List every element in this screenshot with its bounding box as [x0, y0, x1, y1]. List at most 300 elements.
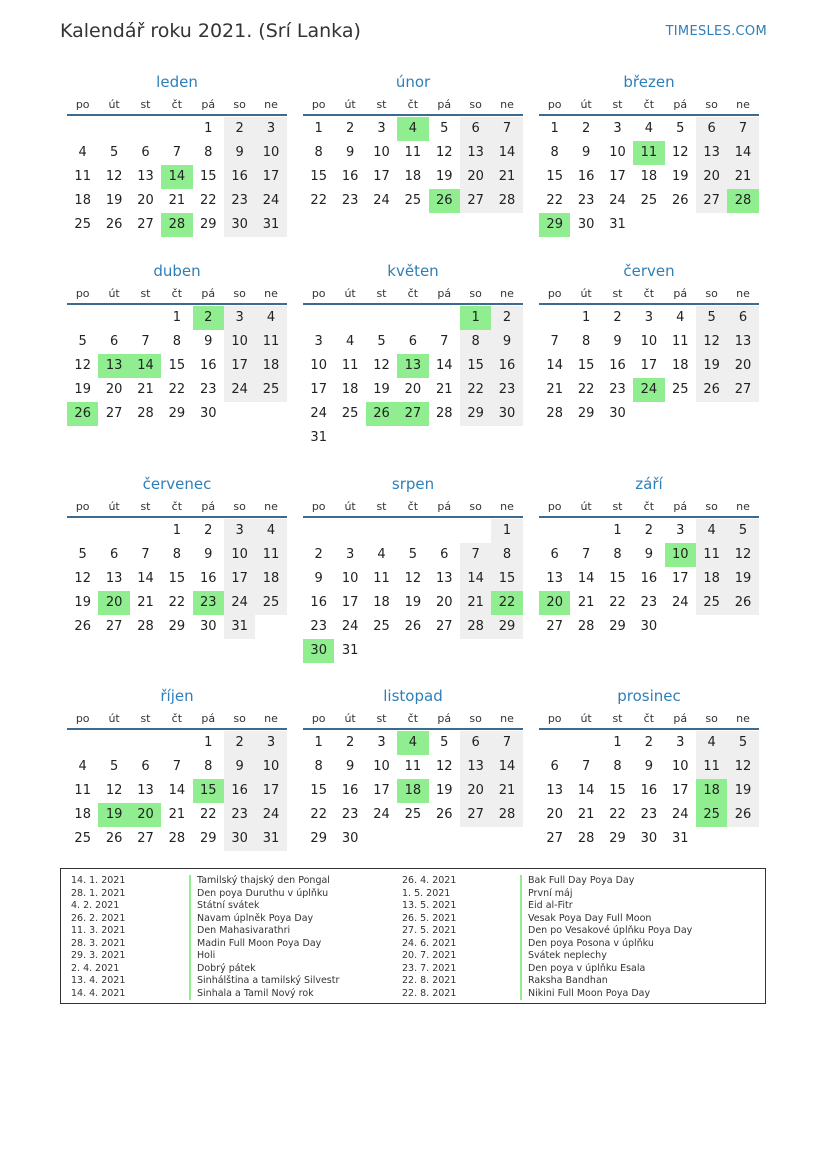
weekday-label: čt — [407, 500, 419, 513]
day-cell: 26 — [105, 831, 123, 846]
weekday-label: pá — [437, 287, 452, 300]
day-cell: 21 — [491, 779, 522, 803]
day-cell: 20 — [546, 807, 563, 822]
holiday-name: Holi — [189, 950, 215, 963]
day-cell: 16 — [577, 169, 595, 184]
brand-link[interactable]: TIMESLES.COM — [665, 24, 767, 39]
weekday-header — [67, 285, 287, 305]
weekday-header — [539, 285, 759, 305]
empty-cell — [161, 731, 192, 755]
day-cell: 13 — [460, 141, 491, 165]
day-cell: 20 — [404, 382, 422, 397]
day-cell: 11 — [74, 783, 91, 798]
day-grid — [303, 306, 523, 450]
day-cell: 22 — [609, 807, 626, 822]
day-cell: 18 — [404, 169, 422, 184]
day-cell: 19 — [404, 595, 422, 610]
holiday-day-cell: 13 — [98, 354, 129, 378]
day-cell: 3 — [377, 735, 386, 750]
weekday-label: po — [75, 712, 90, 725]
holiday-day-cell: 4 — [397, 731, 428, 755]
day-cell: 2 — [613, 310, 622, 325]
day-cell: 2 — [644, 735, 653, 750]
day-cell: 8 — [172, 547, 181, 562]
day-cell: 14 — [727, 141, 758, 165]
day-cell: 30 — [491, 402, 522, 426]
day-cell: 7 — [491, 117, 522, 141]
day-cell: 23 — [491, 378, 522, 402]
day-cell: 23 — [224, 803, 255, 827]
holiday-date: 22. 8. 2021 — [402, 975, 457, 986]
day-cell: 14 — [577, 571, 595, 586]
day-cell: 29 — [168, 406, 186, 421]
empty-cell — [67, 731, 98, 755]
day-cell: 9 — [345, 759, 355, 774]
weekday-label: so — [469, 712, 482, 725]
weekday-header — [539, 498, 759, 518]
empty-cell — [130, 519, 161, 543]
holiday-day-cell: 25 — [696, 803, 727, 827]
day-cell: 17 — [224, 354, 255, 378]
day-cell: 26 — [435, 807, 453, 822]
day-cell: 22 — [546, 193, 563, 208]
day-cell: 6 — [440, 547, 449, 562]
weekday-label: po — [547, 500, 562, 513]
day-cell: 3 — [314, 334, 323, 349]
day-cell: 24 — [373, 193, 390, 208]
day-cell: 9 — [345, 145, 355, 160]
day-cell: 19 — [727, 779, 758, 803]
day-cell: 1 — [613, 523, 622, 538]
day-grid — [539, 306, 759, 426]
weekday-label: pá — [673, 712, 688, 725]
month-name: květen — [387, 262, 439, 280]
day-cell: 24 — [609, 193, 626, 208]
day-cell: 14 — [137, 571, 154, 586]
holiday-date: 1. 5. 2021 — [402, 887, 451, 899]
day-cell: 10 — [373, 145, 390, 160]
day-cell: 24 — [224, 591, 255, 615]
day-cell: 11 — [671, 334, 689, 349]
holiday-day-cell: 23 — [193, 591, 224, 615]
day-cell: 2 — [204, 523, 213, 538]
holiday-date: 20. 7. 2021 — [402, 950, 457, 961]
day-cell: 19 — [105, 193, 123, 208]
holiday-day-cell: 10 — [665, 543, 696, 567]
weekday-label: út — [344, 287, 356, 300]
weekday-label: čt — [171, 712, 183, 725]
day-cell: 13 — [137, 783, 154, 798]
day-cell: 7 — [460, 543, 491, 567]
day-cell: 29 — [577, 406, 595, 421]
day-cell: 11 — [696, 543, 727, 567]
weekday-label: st — [376, 500, 387, 513]
day-cell: 22 — [609, 595, 626, 610]
day-cell: 10 — [255, 141, 286, 165]
day-cell: 19 — [435, 783, 453, 798]
day-cell: 13 — [546, 783, 563, 798]
weekday-label: út — [344, 712, 356, 725]
holiday-name: Den po Vesakové úplňku Poya Day — [520, 925, 692, 938]
day-grid — [303, 731, 523, 851]
day-cell: 17 — [255, 779, 286, 803]
holiday-day-cell: 20 — [98, 591, 129, 615]
day-cell: 18 — [255, 567, 286, 591]
day-cell: 21 — [435, 382, 453, 397]
year-calendar — [67, 0, 767, 860]
day-cell: 2 — [491, 306, 522, 330]
day-cell: 14 — [546, 358, 563, 373]
day-cell: 2 — [224, 731, 255, 755]
day-cell: 21 — [168, 193, 186, 208]
day-cell: 13 — [727, 330, 758, 354]
weekday-header — [67, 498, 287, 518]
day-cell: 5 — [78, 547, 87, 562]
day-cell: 4 — [78, 145, 87, 160]
day-cell: 25 — [255, 591, 286, 615]
day-cell: 7 — [581, 759, 591, 774]
weekday-label: čt — [643, 98, 655, 111]
holiday-date: 26. 4. 2021 — [402, 875, 457, 886]
holiday-date: 24. 6. 2021 — [402, 937, 457, 949]
day-cell: 6 — [141, 759, 150, 774]
weekday-label: čt — [643, 287, 655, 300]
day-cell: 15 — [310, 783, 327, 798]
day-cell: 14 — [435, 358, 453, 373]
day-cell: 24 — [671, 807, 689, 822]
day-cell: 23 — [609, 382, 626, 397]
weekday-header — [303, 96, 523, 116]
weekday-label: ne — [264, 712, 278, 725]
month-name: březen — [623, 73, 675, 91]
day-cell: 28 — [435, 406, 453, 421]
holiday-date: 28. 3. 2021 — [71, 937, 126, 949]
day-grid — [67, 519, 287, 639]
day-cell: 23 — [640, 807, 658, 822]
day-cell: 27 — [727, 378, 758, 402]
day-cell: 17 — [671, 571, 689, 586]
day-cell: 6 — [109, 334, 119, 349]
empty-cell — [98, 731, 129, 755]
day-cell: 25 — [696, 591, 727, 615]
day-cell: 9 — [204, 334, 213, 349]
month-name: červen — [623, 262, 675, 280]
empty-cell — [67, 519, 98, 543]
day-cell: 28 — [168, 831, 186, 846]
day-cell: 19 — [74, 595, 91, 610]
empty-cell — [460, 519, 491, 543]
day-cell: 2 — [581, 121, 591, 136]
day-cell: 2 — [345, 121, 355, 136]
day-cell: 1 — [613, 735, 622, 750]
month-name: červenec — [142, 475, 212, 493]
weekday-label: ne — [264, 500, 278, 513]
weekday-label: čt — [171, 98, 183, 111]
weekday-label: st — [612, 287, 623, 300]
holiday-date: 13. 5. 2021 — [402, 900, 457, 911]
day-cell: 6 — [550, 547, 559, 562]
holiday-day-cell: 19 — [98, 803, 129, 827]
day-cell: 4 — [345, 334, 355, 349]
day-cell: 5 — [727, 519, 758, 543]
day-cell: 23 — [310, 619, 327, 634]
day-cell: 26 — [696, 378, 727, 402]
weekday-label: pá — [673, 287, 688, 300]
holiday-name: Den poya v úplňku Esala — [520, 963, 645, 976]
day-cell: 18 — [373, 595, 390, 610]
day-cell: 30 — [224, 827, 255, 851]
month-září — [539, 474, 759, 639]
day-cell: 17 — [224, 567, 255, 591]
day-cell: 20 — [460, 779, 491, 803]
day-cell: 26 — [727, 591, 758, 615]
empty-cell — [67, 117, 98, 141]
holiday-date: 14. 4. 2021 — [71, 987, 126, 999]
day-cell: 16 — [640, 571, 658, 586]
day-cell: 28 — [577, 619, 595, 634]
weekday-label: čt — [171, 287, 183, 300]
day-cell: 26 — [74, 619, 91, 634]
day-cell: 3 — [676, 523, 685, 538]
day-cell: 30 — [609, 406, 626, 421]
day-cell: 20 — [435, 595, 453, 610]
day-cell: 11 — [696, 755, 727, 779]
day-cell: 8 — [613, 547, 622, 562]
day-cell: 11 — [341, 358, 359, 373]
weekday-label: st — [612, 98, 623, 111]
weekday-label: po — [547, 712, 562, 725]
weekday-label: pá — [201, 287, 216, 300]
day-cell: 18 — [255, 354, 286, 378]
day-cell: 28 — [137, 619, 154, 634]
day-cell: 3 — [676, 735, 685, 750]
month-name: září — [635, 475, 663, 493]
day-cell: 23 — [341, 193, 359, 208]
day-cell: 9 — [644, 759, 653, 774]
weekday-label: ne — [736, 287, 750, 300]
weekday-label: út — [580, 712, 592, 725]
day-cell: 17 — [341, 595, 359, 610]
day-cell: 23 — [577, 193, 595, 208]
weekday-label: ne — [264, 287, 278, 300]
day-cell: 4 — [696, 731, 727, 755]
month-červen — [539, 261, 759, 426]
holiday-name: Státní svátek — [189, 900, 259, 913]
day-cell: 8 — [204, 145, 213, 160]
holiday-day-cell: 15 — [193, 779, 224, 803]
weekday-label: út — [580, 500, 592, 513]
weekday-header — [303, 285, 523, 305]
holiday-name: První máj — [520, 888, 573, 901]
day-cell: 30 — [640, 619, 658, 634]
day-cell: 14 — [168, 783, 186, 798]
empty-cell — [334, 519, 365, 543]
day-cell: 7 — [141, 334, 150, 349]
weekday-label: pá — [437, 98, 452, 111]
month-srpen — [303, 474, 523, 663]
month-name: únor — [395, 73, 431, 91]
holiday-name: Madin Full Moon Poya Day — [189, 938, 321, 951]
day-cell: 15 — [168, 358, 186, 373]
holiday-day-cell: 29 — [539, 213, 570, 237]
day-cell: 5 — [696, 306, 727, 330]
holiday-day-cell: 18 — [397, 779, 428, 803]
holiday-day-cell: 4 — [397, 117, 428, 141]
day-cell: 25 — [74, 217, 91, 232]
holiday-date: 28. 1. 2021 — [71, 887, 126, 899]
day-cell: 4 — [377, 547, 386, 562]
weekday-label: po — [311, 712, 326, 725]
weekday-header — [67, 96, 287, 116]
day-cell: 16 — [224, 165, 255, 189]
weekday-label: čt — [407, 712, 419, 725]
holiday-day-cell: 28 — [727, 189, 758, 213]
day-cell: 25 — [255, 378, 286, 402]
day-cell: 9 — [644, 547, 653, 562]
empty-cell — [161, 117, 192, 141]
empty-cell — [429, 519, 460, 543]
day-cell: 25 — [373, 619, 390, 634]
day-cell: 10 — [224, 543, 255, 567]
holiday-name: Vesak Poya Day Full Moon — [520, 913, 651, 926]
holiday-date: 14. 1. 2021 — [71, 875, 126, 886]
day-cell: 23 — [341, 807, 359, 822]
day-cell: 27 — [546, 619, 563, 634]
day-cell: 26 — [727, 803, 758, 827]
weekday-label: st — [612, 712, 623, 725]
empty-cell — [303, 306, 334, 330]
day-cell: 1 — [314, 735, 323, 750]
day-cell: 12 — [74, 571, 91, 586]
weekday-label: so — [469, 500, 482, 513]
day-cell: 6 — [550, 759, 559, 774]
day-cell: 12 — [435, 145, 453, 160]
day-grid — [67, 731, 287, 851]
day-cell: 5 — [408, 547, 417, 562]
day-cell: 20 — [105, 382, 123, 397]
empty-cell — [98, 519, 129, 543]
holiday-day-cell: 24 — [633, 378, 664, 402]
weekday-label: st — [376, 98, 387, 111]
day-cell: 12 — [105, 783, 123, 798]
day-cell: 17 — [373, 169, 390, 184]
day-cell: 22 — [577, 382, 595, 397]
day-cell: 26 — [404, 619, 422, 634]
holiday-name: Dobrý pátek — [189, 963, 256, 976]
day-cell: 16 — [224, 779, 255, 803]
day-cell: 3 — [644, 310, 653, 325]
day-cell: 3 — [613, 121, 622, 136]
day-cell: 11 — [74, 169, 91, 184]
day-cell: 9 — [224, 141, 255, 165]
day-cell: 10 — [224, 330, 255, 354]
day-cell: 5 — [109, 145, 119, 160]
day-cell: 27 — [460, 189, 491, 213]
weekday-label: út — [580, 287, 592, 300]
empty-cell — [366, 306, 397, 330]
month-květen — [303, 261, 523, 450]
day-cell: 9 — [613, 334, 622, 349]
day-cell: 8 — [314, 145, 323, 160]
day-grid — [539, 117, 759, 237]
day-cell: 7 — [491, 731, 522, 755]
day-cell: 21 — [727, 165, 758, 189]
day-cell: 9 — [491, 330, 522, 354]
day-cell: 17 — [609, 169, 626, 184]
day-cell: 15 — [199, 169, 217, 184]
day-cell: 17 — [373, 783, 390, 798]
month-leden — [67, 72, 287, 237]
day-cell: 28 — [546, 406, 563, 421]
holiday-day-cell: 1 — [460, 306, 491, 330]
weekday-label: út — [108, 98, 120, 111]
day-cell: 21 — [577, 595, 595, 610]
weekday-label: st — [140, 98, 151, 111]
day-cell: 10 — [255, 755, 286, 779]
day-cell: 29 — [168, 619, 186, 634]
day-cell: 16 — [491, 354, 522, 378]
day-cell: 1 — [581, 310, 591, 325]
day-cell: 7 — [581, 547, 591, 562]
day-cell: 16 — [341, 169, 359, 184]
empty-cell — [130, 731, 161, 755]
day-grid — [539, 731, 759, 851]
holiday-date: 13. 4. 2021 — [71, 975, 126, 986]
weekday-label: pá — [201, 98, 216, 111]
day-cell: 4 — [696, 519, 727, 543]
holiday-day-cell: 14 — [161, 165, 192, 189]
day-cell: 8 — [581, 334, 591, 349]
holiday-name: Svátek neplechy — [520, 950, 607, 963]
day-cell: 7 — [550, 334, 559, 349]
empty-cell — [397, 306, 428, 330]
day-cell: 22 — [310, 807, 327, 822]
weekday-label: st — [612, 500, 623, 513]
day-cell: 29 — [460, 402, 491, 426]
day-cell: 27 — [460, 803, 491, 827]
day-cell: 21 — [546, 382, 563, 397]
day-cell: 26 — [671, 193, 689, 208]
holiday-name: Raksha Bandhan — [520, 975, 608, 988]
day-cell: 20 — [137, 193, 154, 208]
day-cell: 21 — [491, 165, 522, 189]
day-cell: 29 — [310, 831, 327, 846]
holiday-name: Bak Full Day Poya Day — [520, 875, 634, 888]
day-cell: 2 — [644, 523, 653, 538]
day-cell: 14 — [460, 567, 491, 591]
holiday-date: 26. 5. 2021 — [402, 912, 457, 924]
day-cell: 11 — [404, 145, 422, 160]
day-cell: 12 — [671, 145, 689, 160]
day-cell: 24 — [255, 803, 286, 827]
holiday-date: 27. 5. 2021 — [402, 925, 457, 936]
day-cell: 15 — [168, 571, 186, 586]
day-cell: 31 — [255, 213, 286, 237]
weekday-label: út — [108, 287, 120, 300]
day-cell: 13 — [696, 141, 727, 165]
weekday-label: po — [75, 500, 90, 513]
day-cell: 10 — [671, 759, 689, 774]
day-cell: 24 — [671, 595, 689, 610]
weekday-label: čt — [407, 98, 419, 111]
empty-cell — [429, 306, 460, 330]
day-cell: 11 — [255, 543, 286, 567]
holiday-date: 2. 4. 2021 — [71, 962, 120, 974]
day-cell: 29 — [609, 619, 626, 634]
day-cell: 22 — [310, 193, 327, 208]
empty-cell — [334, 306, 365, 330]
day-cell: 12 — [435, 759, 453, 774]
